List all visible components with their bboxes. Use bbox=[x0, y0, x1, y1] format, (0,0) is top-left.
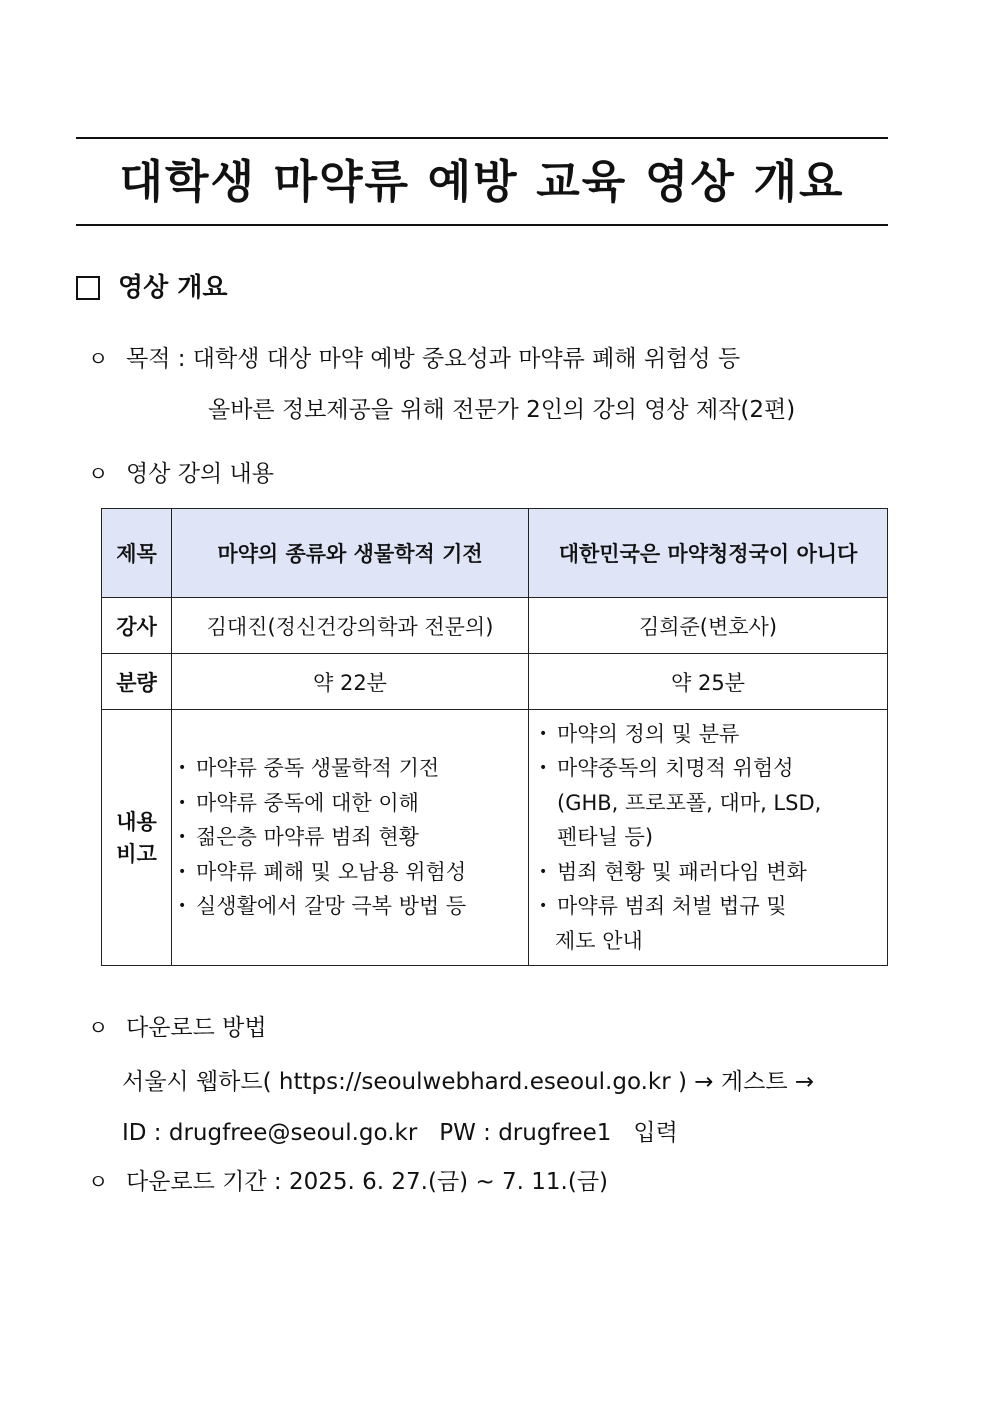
notes-label-line-1: 내용 bbox=[116, 809, 157, 834]
bullet-icon: ㅇ bbox=[88, 1016, 109, 1040]
lecture-1-instructor: 김대진(정신건강의학과 전문의) bbox=[172, 598, 529, 654]
section-heading bbox=[76, 270, 228, 306]
lecture-2-title: 대한민국은 마약청정국이 아니다 bbox=[529, 509, 888, 598]
header-label: 제목 bbox=[102, 509, 172, 598]
list-item: • 실생활에서 갈망 극복 방법 등 bbox=[176, 889, 528, 924]
lecture-2-instructor: 김희준(변호사) bbox=[529, 598, 888, 654]
download-webhard-line: 서울시 웹하드( https://seoulwebhard.eseoul.go.kr ) → 게스트 → bbox=[122, 1069, 815, 1095]
list-item-continuation: 제도 안내 bbox=[555, 928, 643, 953]
list-item: • 젊은층 마약류 범죄 현황 bbox=[176, 820, 528, 855]
bullet-icon: ㅇ bbox=[88, 347, 109, 371]
list-item: • 마약류 범죄 처벌 법규 및 bbox=[537, 889, 887, 924]
length-label: 분량 bbox=[102, 654, 172, 710]
bullet-icon: ㅇ bbox=[88, 1170, 109, 1194]
table-row bbox=[102, 654, 888, 710]
list-item: • 마약류 중독 생물학적 기전 bbox=[176, 751, 528, 786]
lecture-2-length: 약 25분 bbox=[529, 654, 888, 710]
document-title: 대학생 마약류 예방 교육 영상 개요 bbox=[119, 155, 845, 208]
list-item: • 마약중독의 치명적 위험성 bbox=[537, 751, 887, 786]
table-row bbox=[102, 598, 888, 654]
title-top-rule bbox=[76, 137, 888, 139]
lecture-1-title: 마약의 종류와 생물학적 기전 bbox=[172, 509, 529, 598]
bullet-icon: ㅇ bbox=[88, 462, 109, 486]
list-item: • 마약의 정의 및 분류 bbox=[537, 717, 887, 752]
lecture-1-length: 약 22분 bbox=[172, 654, 529, 710]
download-heading-text: 다운로드 방법 bbox=[126, 1015, 267, 1041]
content-heading bbox=[88, 458, 274, 490]
download-period bbox=[88, 1166, 608, 1198]
instructor-label: 강사 bbox=[102, 598, 172, 654]
download-credentials-line: ID : drugfree@seoul.go.kr PW : drugfree1 입력 bbox=[122, 1120, 678, 1146]
purpose-line-2: 올바른 정보제공을 위해 전문가 2인의 강의 영상 제작(2편) bbox=[208, 397, 796, 423]
list-item-continuation: (GHB, 프로포폴, 대마, LSD, bbox=[557, 790, 822, 815]
table-header-row bbox=[102, 509, 888, 598]
download-heading bbox=[88, 1012, 267, 1044]
list-item: • 마약류 중독에 대한 이해 bbox=[176, 786, 528, 821]
content-heading-text: 영상 강의 내용 bbox=[126, 461, 274, 487]
lecture-table bbox=[101, 508, 888, 966]
notes-label bbox=[102, 710, 172, 966]
list-item: • 마약류 폐해 및 오남용 위험성 bbox=[176, 855, 528, 890]
purpose-line-1 bbox=[88, 343, 740, 375]
section-heading-text: 영상 개요 bbox=[118, 273, 228, 303]
download-period-text: 다운로드 기간 : 2025. 6. 27.(금) ~ 7. 11.(금) bbox=[126, 1169, 609, 1195]
list-item-continuation: 펜타닐 등) bbox=[557, 825, 654, 850]
list-item: • 범죄 현황 및 패러다임 변화 bbox=[537, 855, 887, 890]
notes-label-line-2: 비고 bbox=[116, 841, 157, 866]
title-bottom-rule bbox=[76, 224, 888, 226]
table-row bbox=[102, 710, 888, 966]
lecture-1-notes bbox=[172, 710, 529, 966]
checkbox-icon bbox=[76, 276, 100, 300]
lecture-2-notes bbox=[529, 710, 888, 966]
purpose-text-1: 목적 : 대학생 대상 마약 예방 중요성과 마약류 폐해 위험성 등 bbox=[126, 346, 741, 372]
